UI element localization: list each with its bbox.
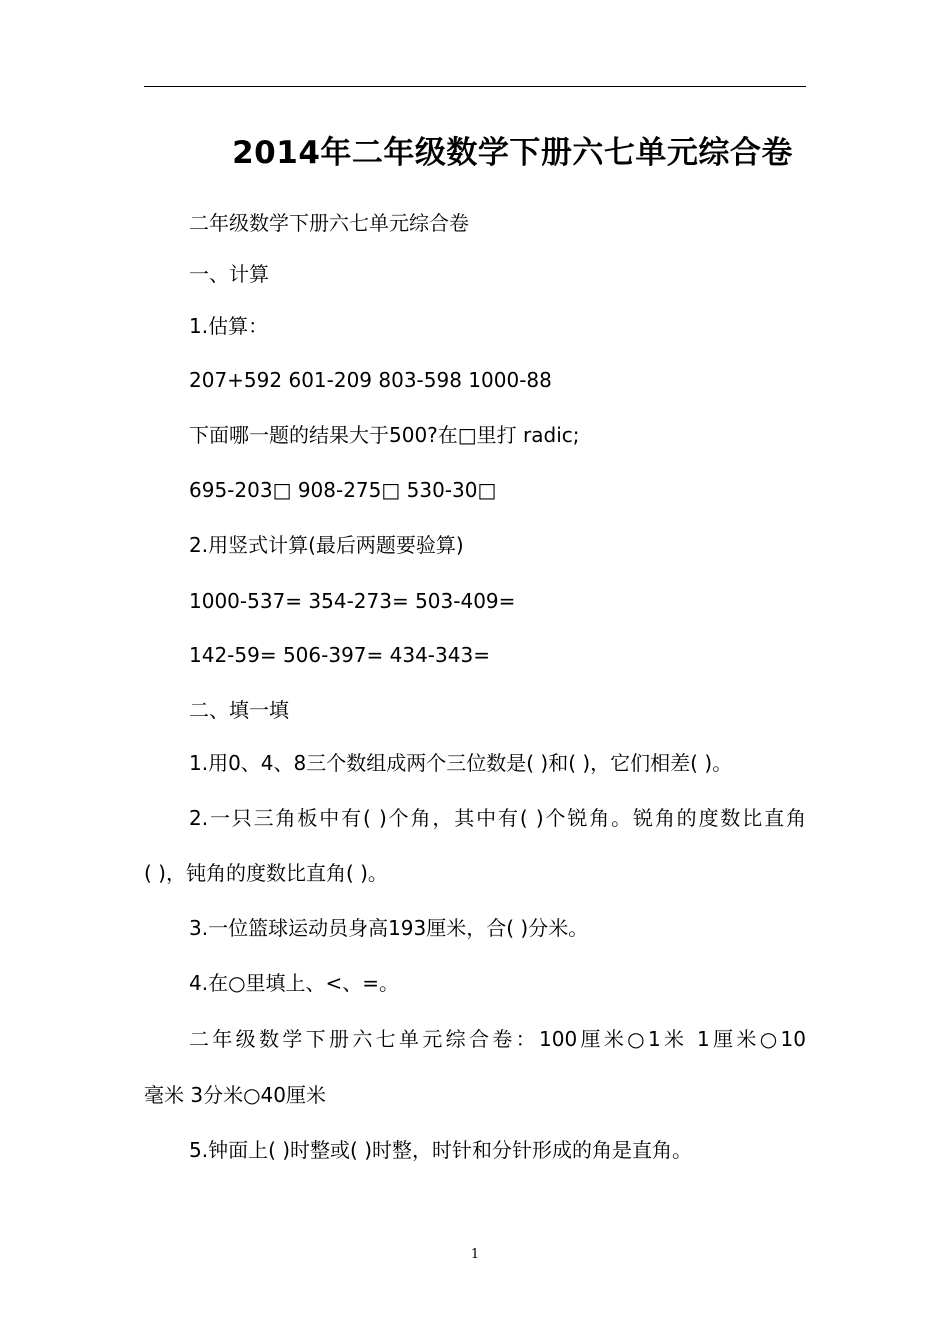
estimate-expressions: 207+592 601-209 803-598 1000-88	[189, 368, 552, 392]
section-heading-calculation: 一、计算	[189, 262, 269, 286]
fill-question-3: 3.一位篮球运动员身高193厘米，合( )分米。	[189, 916, 589, 940]
page-number: 1	[470, 1247, 480, 1262]
question-estimate: 1.估算：	[189, 314, 269, 338]
comparison-row-continued: 毫米 3分米○40厘米	[144, 1083, 326, 1107]
fill-question-4: 4.在○里填上、<、=。	[189, 971, 400, 995]
question-greater-than-500: 下面哪一题的结果大于500?在□里打 radic;	[189, 423, 580, 447]
fill-question-5: 5.钟面上( )时整或( )时整，时针和分针形成的角是直角。	[189, 1138, 693, 1162]
header-rule	[144, 86, 806, 87]
fill-question-2: 2.一只三角板中有( )个角，其中有( )个锐角。锐角的度数比直角	[189, 806, 806, 830]
document-title: 2014年二年级数学下册六七单元综合卷	[232, 135, 793, 171]
comparison-row: 二年级数学下册六七单元综合卷：100厘米○1米 1厘米○10	[189, 1027, 806, 1051]
calculation-row-1: 1000-537= 354-273= 503-409=	[189, 589, 516, 613]
question-vertical-calculation: 2.用竖式计算(最后两题要验算)	[189, 533, 464, 557]
fill-question-2-continued: ( )，钝角的度数比直角( )。	[144, 861, 388, 885]
calculation-row-2: 142-59= 506-397= 434-343=	[189, 643, 490, 667]
checkbox-expressions: 695-203□ 908-275□ 530-30□	[189, 478, 497, 502]
fill-question-1: 1.用0、4、8三个数组成两个三位数是( )和( )，它们相差( )。	[189, 751, 733, 775]
paragraph-subtitle: 二年级数学下册六七单元综合卷	[189, 211, 469, 235]
section-heading-fill-in: 二、填一填	[189, 698, 289, 722]
